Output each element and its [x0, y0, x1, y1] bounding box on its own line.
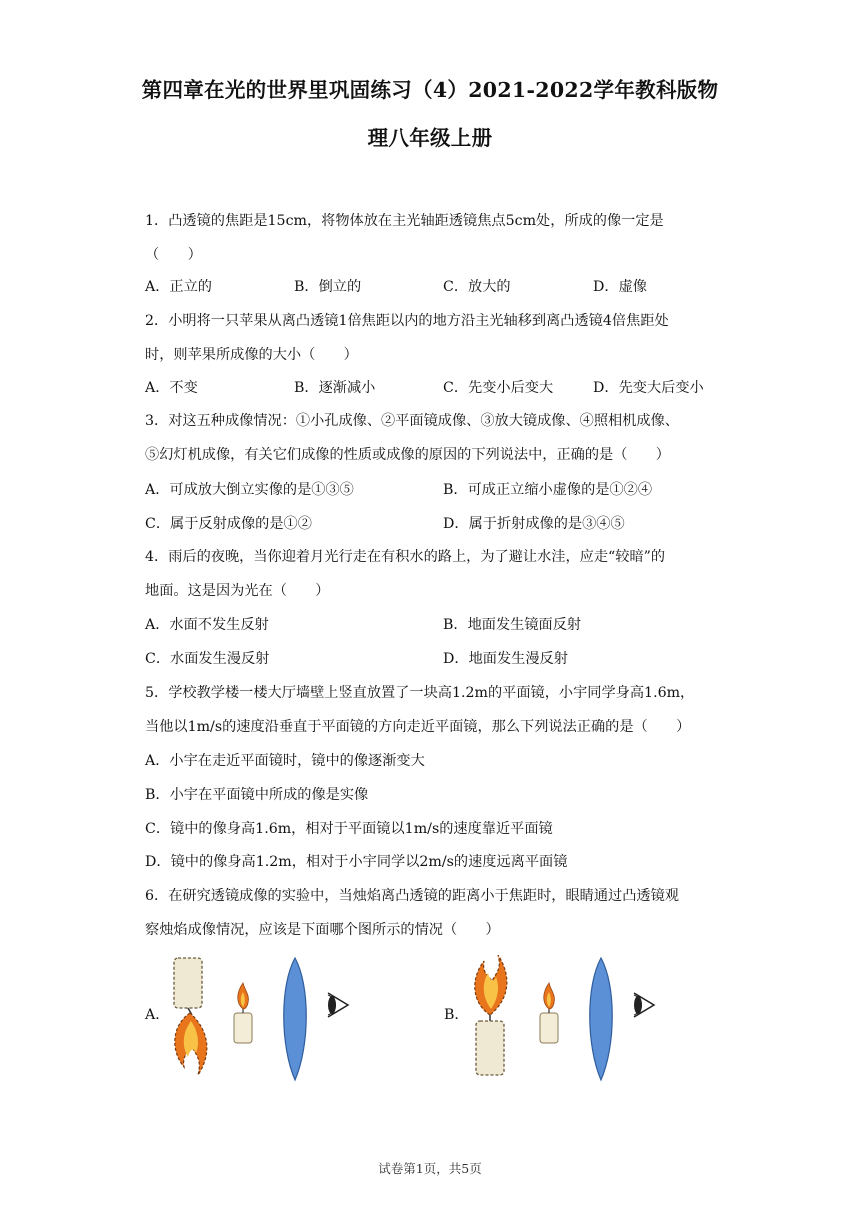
question-stem: 4．雨后的夜晚，当你迎着月光行走在有积水的路上，为了避让水洼，应走“较暗”的 [145, 549, 666, 565]
eye-icon [634, 993, 654, 1017]
option-b: B．小宇在平面镜中所成的像是实像 [145, 787, 369, 803]
title-line-2: 理八年级上册 [367, 126, 493, 150]
option-c: C．先变小后变大 [443, 380, 554, 396]
option-c: C．镜中的像身高1.6m，相对于平面镜以1m/s的速度靠近平面镜 [145, 821, 553, 837]
question-stem: （ ） [145, 247, 202, 263]
figure-option-b [462, 955, 662, 1085]
question-stem: 6．在研究透镜成像的实验中，当烛焰离凸透镜的距离小于焦距时，眼睛通过凸透镜观 [145, 888, 679, 904]
question-stem: 察烛焰成像情况，应该是下面哪个图所示的情况（ ） [145, 922, 500, 938]
option-b: B．倒立的 [294, 279, 362, 295]
option-a: A．正立的 [145, 279, 212, 295]
option-b: B． [444, 1007, 469, 1023]
option-a: A．小宇在走近平面镜时，镜中的像逐渐变大 [145, 753, 425, 769]
question-stem: 地面。这是因为光在（ ） [145, 583, 330, 599]
option-b: B．逐渐减小 [294, 380, 376, 396]
page-footer: 试卷第1页，共5页 [378, 1161, 482, 1176]
option-c: C．水面发生漫反射 [145, 651, 270, 667]
question-stem: 5．学校教学楼一楼大厅墙壁上竖直放置了一块高1.2m的平面镜，小宇同学身高1.6m， [145, 685, 695, 701]
option-d: D．先变大后变小 [593, 380, 704, 396]
candle-icon [234, 983, 252, 1043]
title-line-1: 第四章在光的世界里巩固练习（4）2021-2022学年教科版物 [141, 78, 719, 102]
option-a: A．不变 [145, 380, 198, 396]
eye-icon [328, 993, 348, 1017]
question-stem: 当他以1m/s的速度沿垂直于平面镜的方向走近平面镜，那么下列说法正确的是（ ） [145, 719, 691, 735]
figure-option-a [162, 955, 362, 1085]
option-a: A．可成放大倒立实像的是①③⑤ [145, 482, 354, 498]
option-a: A．水面不发生反射 [145, 617, 269, 633]
convex-lens-icon [590, 958, 613, 1080]
option-d: D．属于折射成像的是③④⑤ [443, 516, 625, 532]
option-d: D．镜中的像身高1.2m，相对于小宇同学以2m/s的速度远离平面镜 [145, 854, 568, 870]
option-c: C．放大的 [443, 279, 511, 295]
question-stem: ⑤幻灯机成像，有关它们成像的性质或成像的原因的下列说法中，正确的是（ ） [145, 447, 670, 463]
option-a: A． [145, 1007, 170, 1023]
option-d: D．虚像 [593, 279, 647, 295]
convex-lens-icon [284, 958, 307, 1080]
option-c: C．属于反射成像的是①② [145, 516, 312, 532]
option-b: B．地面发生镜面反射 [443, 617, 582, 633]
question-stem: 2．小明将一只苹果从离凸透镜1倍焦距以内的地方沿主光轴移到离凸透镜4倍焦距处 [145, 313, 669, 329]
question-stem: 1．凸透镜的焦距是15cm，将物体放在主光轴距透镜焦点5cm处，所成的像一定是 [145, 213, 664, 229]
option-d: D．地面发生漫反射 [443, 651, 568, 667]
option-b: B．可成正立缩小虚像的是①②④ [443, 482, 653, 498]
virtual-image-candle-icon [475, 955, 507, 1075]
question-stem: 时，则苹果所成像的大小（ ） [145, 347, 358, 363]
virtual-image-candle-icon [174, 958, 207, 1075]
candle-icon [540, 983, 558, 1043]
question-stem: 3．对这五种成像情况：①小孔成像、②平面镜成像、③放大镜成像、④照相机成像、 [145, 413, 679, 429]
